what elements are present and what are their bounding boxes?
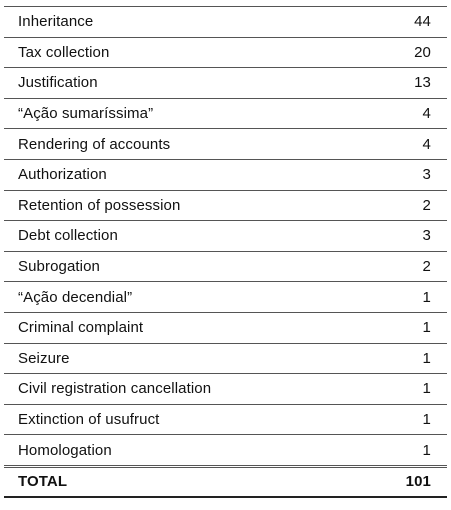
row-label: Retention of possession [18, 196, 181, 214]
row-label: Subrogation [18, 258, 100, 276]
row-label: Seizure [18, 349, 70, 367]
table-row [4, 374, 447, 405]
table-row [4, 129, 447, 160]
table-row [4, 7, 447, 38]
table-row [4, 282, 447, 313]
row-value: 2 [422, 258, 431, 276]
row-value: 44 [414, 13, 431, 31]
row-value: 20 [414, 43, 431, 61]
row-value: 3 [422, 227, 431, 245]
row-value: 1 [422, 288, 431, 306]
row-label: Extinction of usufruct [18, 411, 160, 429]
table-row [4, 313, 447, 344]
row-value: 2 [422, 196, 431, 214]
table-row [4, 68, 447, 99]
row-value: 1 [422, 349, 431, 367]
row-value: 3 [422, 166, 431, 184]
table-row [4, 191, 447, 222]
row-label: Justification [18, 74, 98, 92]
row-value: 1 [422, 380, 431, 398]
table-row [4, 38, 447, 69]
table-row [4, 221, 447, 252]
row-value: 1 [422, 411, 431, 429]
row-label: Civil registration cancellation [18, 380, 212, 398]
table-row [4, 344, 447, 375]
table-row [4, 160, 447, 191]
table-row [4, 435, 447, 466]
row-value: 1 [422, 441, 431, 459]
data-table [4, 6, 447, 498]
table-row [4, 252, 447, 283]
row-label: “Ação decendial” [18, 288, 133, 306]
row-label: Homologation [18, 441, 112, 459]
total-label: TOTAL [18, 473, 68, 491]
row-label: Criminal complaint [18, 319, 144, 337]
row-label: “Ação sumaríssima” [18, 105, 154, 123]
row-label: Debt collection [18, 227, 118, 245]
table-row [4, 99, 447, 130]
row-value: 4 [422, 135, 431, 153]
row-label: Rendering of accounts [18, 135, 171, 153]
row-label: Tax collection [18, 43, 110, 61]
row-label: Inheritance [18, 13, 94, 31]
row-label: Authorization [18, 166, 107, 184]
total-row [4, 467, 447, 498]
total-value: 101 [405, 473, 431, 491]
row-value: 1 [422, 319, 431, 337]
row-value: 4 [422, 105, 431, 123]
table-row [4, 405, 447, 436]
row-value: 13 [414, 74, 431, 92]
